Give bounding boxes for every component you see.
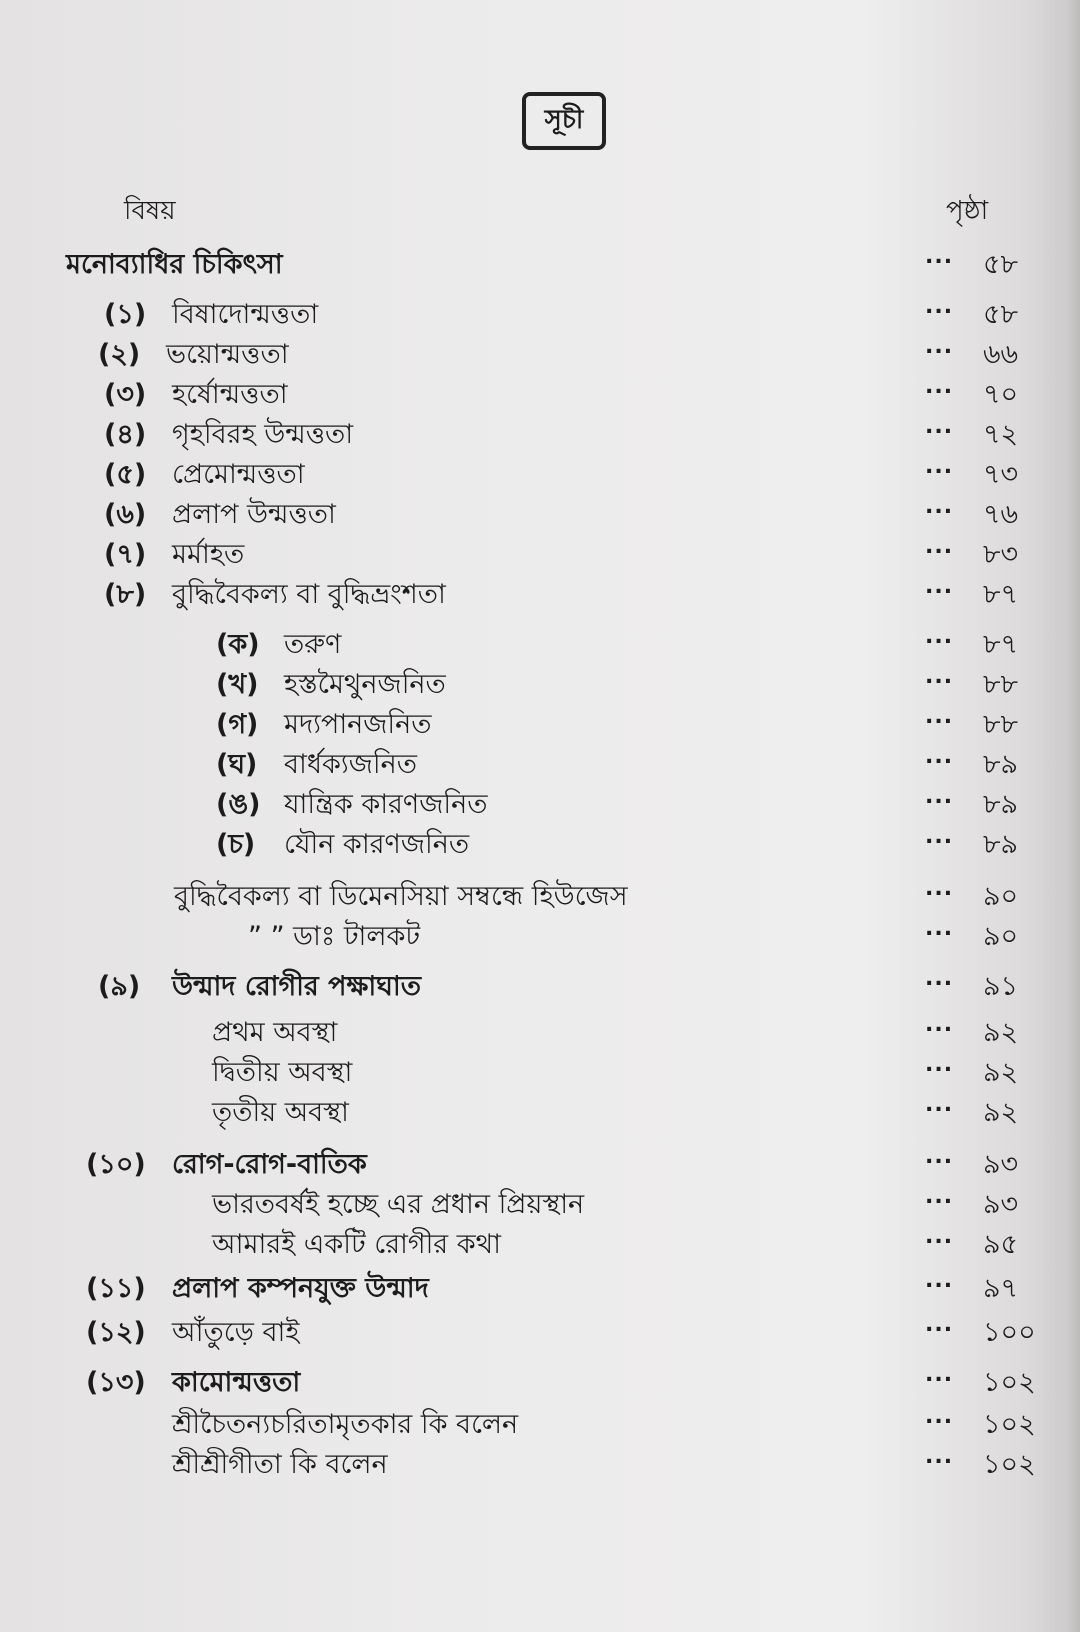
toc-entry [0, 784, 1080, 824]
toc-entry-leader: ... [925, 664, 954, 689]
toc-entry [0, 334, 1080, 374]
toc-entry [0, 1052, 1080, 1092]
toc-entry-title: বুদ্ধিবৈকল্য বা ডিমেনসিয়া সম্বন্ধে হিউজেস [174, 881, 628, 912]
toc-entry-title: ” ” ডাঃ টালকট [248, 921, 421, 952]
toc-entry-page: ৫৮ [983, 249, 1019, 280]
toc-entry-page: ৭২ [983, 419, 1019, 450]
toc-entry-title: মদ্যপানজনিত [284, 709, 432, 740]
toc-entry-leader: ... [925, 1404, 954, 1429]
toc-entry-title: আঁতুড়ে বাই [172, 1317, 300, 1348]
toc-entry-page: ৯২ [983, 1057, 1019, 1088]
toc-entry-page: ৮৭ [983, 579, 1019, 610]
toc-entry-number: (খ) [216, 669, 259, 700]
toc-entry-title: দ্বিতীয় অবস্থা [212, 1057, 353, 1088]
column-header-page: পৃষ্ঠা [946, 196, 989, 226]
toc-entry-page: ৯৩ [983, 1189, 1019, 1220]
toc-entry-title: তরুণ [284, 629, 342, 660]
toc-entry-page: ১০২ [983, 1409, 1036, 1440]
toc-entry [0, 574, 1080, 614]
toc-entry-number: (২) [98, 339, 141, 370]
toc-entry-number: (ঘ) [216, 749, 258, 780]
toc-entry-number: (৭) [104, 539, 147, 570]
toc-entry-leader: ... [925, 1092, 954, 1117]
toc-entry-page: ৮৮ [983, 709, 1019, 740]
toc-entry-title: গৃহবিরহ উন্মত্ততা [172, 419, 354, 450]
toc-entry-title: রোগ-রোগ-বাতিক [172, 1149, 367, 1180]
toc-entry [0, 1362, 1080, 1402]
toc-entry-number: (ক) [216, 629, 260, 660]
toc-entry-title: কামোন্মত্ততা [172, 1367, 301, 1398]
toc-entry-leader: ... [925, 334, 954, 359]
toc-entry-title: শ্রীচৈতন্যচরিতামৃতকার কি বলেন [172, 1409, 519, 1440]
toc-entry-title: মর্মাহত [172, 539, 245, 570]
toc-entry-leader: ... [925, 244, 954, 269]
toc-entry-title: আমারই একটি রোগীর কথা [212, 1229, 501, 1260]
toc-entry [0, 414, 1080, 454]
toc-entry [0, 1184, 1080, 1224]
toc-entry-leader: ... [925, 1052, 954, 1077]
toc-entry-leader: ... [925, 1362, 954, 1387]
toc-entry-number: (চ) [216, 829, 256, 860]
toc-entry-page: ৬৬ [983, 339, 1019, 370]
toc-entry-page: ৭৩ [983, 459, 1019, 490]
toc-entry-page: ৮৩ [983, 539, 1019, 570]
toc-entry-leader: ... [925, 1268, 954, 1293]
toc-entry-leader: ... [925, 1312, 954, 1337]
toc-entry [0, 664, 1080, 704]
toc-entry-title: প্রলাপ উন্মত্ততা [172, 499, 336, 530]
toc-entry [0, 1404, 1080, 1444]
toc-entry-title: বুদ্ধিবৈকল্য বা বুদ্ধিভ্রংশতা [172, 579, 446, 610]
toc-entry [0, 1092, 1080, 1132]
toc-entry [0, 744, 1080, 784]
toc-entry-title: যৌন কারণজনিত [284, 829, 470, 860]
toc-entry-leader: ... [925, 454, 954, 479]
toc-entry [0, 1312, 1080, 1352]
page-title [522, 92, 606, 150]
toc-entry-number: (১৩) [86, 1367, 146, 1398]
toc-entry [0, 374, 1080, 414]
toc-entry-number: (৮) [104, 579, 147, 610]
toc-entry [0, 966, 1080, 1006]
page-title-text: সূচী [544, 105, 584, 135]
toc-entry-leader: ... [925, 784, 954, 809]
toc-entry-number: (১২) [86, 1317, 146, 1348]
toc-entry-leader: ... [925, 704, 954, 729]
toc-entry-number: (৪) [104, 419, 147, 450]
toc-entry-page: ৮৯ [983, 829, 1019, 860]
toc-entry-number: (১১) [86, 1273, 146, 1304]
toc-entry-leader: ... [925, 1224, 954, 1249]
toc-entry-number: (৯) [98, 971, 141, 1002]
toc-entry-page: ৭৬ [983, 499, 1019, 530]
toc-entry [0, 704, 1080, 744]
toc-entry-number: (৩) [104, 379, 147, 410]
toc-entry [0, 624, 1080, 664]
toc-entry-title: ভারতবর্ষই হচ্ছে এর প্রধান প্রিয়স্থান [212, 1189, 585, 1220]
toc-entry-leader: ... [925, 574, 954, 599]
toc-entry-page: ৯০ [983, 881, 1019, 912]
toc-entry-leader: ... [925, 824, 954, 849]
toc-entry-number: (৬) [104, 499, 147, 530]
toc-entry-number: (১) [104, 299, 147, 330]
toc-entry-title: বিষাদোন্মত্ততা [172, 299, 319, 330]
toc-entry-leader: ... [925, 294, 954, 319]
toc-entry-leader: ... [925, 1144, 954, 1169]
toc-entry-page: ৯৭ [983, 1273, 1019, 1304]
toc-entry-leader: ... [925, 494, 954, 519]
toc-entry-page: ৫৮ [983, 299, 1019, 330]
toc-entry-title: প্রথম অবস্থা [212, 1017, 338, 1048]
toc-entry [0, 1224, 1080, 1264]
toc-entry [0, 534, 1080, 574]
toc-entry-leader: ... [925, 624, 954, 649]
toc-entry-leader: ... [925, 966, 954, 991]
toc-entry-title: উন্মাদ রোগীর পক্ষাঘাত [172, 971, 421, 1002]
toc-entry [0, 824, 1080, 864]
toc-entry-leader: ... [925, 916, 954, 941]
toc-entry-title: মনোব্যাধির চিকিৎসা [66, 249, 283, 280]
toc-entry-number: (৫) [104, 459, 147, 490]
toc-entry [0, 294, 1080, 334]
toc-entry-page: ৮৮ [983, 669, 1019, 700]
toc-entry-page: ৯৫ [983, 1229, 1019, 1260]
toc-entry-title: বার্ধক্যজনিত [284, 749, 417, 780]
toc-entry [0, 1012, 1080, 1052]
column-header-subject: বিষয় [124, 196, 176, 226]
toc-entry [0, 1268, 1080, 1308]
toc-entry-leader: ... [925, 744, 954, 769]
toc-entry-title: হস্তমৈথুনজনিত [284, 669, 446, 700]
toc-entry-title: শ্রীশ্রীগীতা কি বলেন [172, 1449, 388, 1480]
toc-entry-page: ৯৩ [983, 1149, 1019, 1180]
toc-entry-page: ৮৭ [983, 629, 1019, 660]
toc-entry-page: ৯১ [983, 971, 1019, 1002]
toc-entry-page: ৯২ [983, 1097, 1019, 1128]
toc-entry-title: প্রলাপ কম্পনযুক্ত উন্মাদ [172, 1273, 429, 1304]
toc-entry-page: ৮৯ [983, 749, 1019, 780]
toc-entry-number: (ঙ) [216, 789, 261, 820]
toc-entry-page: ৭০ [983, 379, 1019, 410]
toc-entry-leader: ... [925, 876, 954, 901]
toc-entry-page: ৯২ [983, 1017, 1019, 1048]
toc-entry-page: ১০২ [983, 1367, 1036, 1398]
toc-entry-number: (গ) [216, 709, 259, 740]
toc-entry [0, 1444, 1080, 1484]
toc-entry-title: হর্ষোন্মত্ততা [172, 379, 288, 410]
toc-entry-page: ৯০ [983, 921, 1019, 952]
toc-entry-page: ১০২ [983, 1449, 1036, 1480]
toc-entry [0, 494, 1080, 534]
toc-entry-title: প্রেমোন্মত্ততা [172, 459, 305, 490]
toc-entry [0, 876, 1080, 916]
toc-entry-leader: ... [925, 374, 954, 399]
toc-entry-title: তৃতীয় অবস্থা [212, 1097, 349, 1128]
toc-entry-title: যান্ত্রিক কারণজনিত [284, 789, 488, 820]
toc-entry-page: ৮৯ [983, 789, 1019, 820]
toc-entry-leader: ... [925, 1184, 954, 1209]
toc-entry [0, 244, 1080, 284]
toc-entry [0, 454, 1080, 494]
toc-entry [0, 1144, 1080, 1184]
toc-entry-leader: ... [925, 1012, 954, 1037]
toc-entry-page: ১০০ [983, 1317, 1036, 1348]
toc-entry-leader: ... [925, 1444, 954, 1469]
toc-entry-leader: ... [925, 414, 954, 439]
toc-entry-title: ভয়োন্মত্ততা [166, 339, 289, 370]
toc-entry-number: (১০) [86, 1149, 146, 1180]
toc-entry [0, 916, 1080, 956]
toc-entry-leader: ... [925, 534, 954, 559]
